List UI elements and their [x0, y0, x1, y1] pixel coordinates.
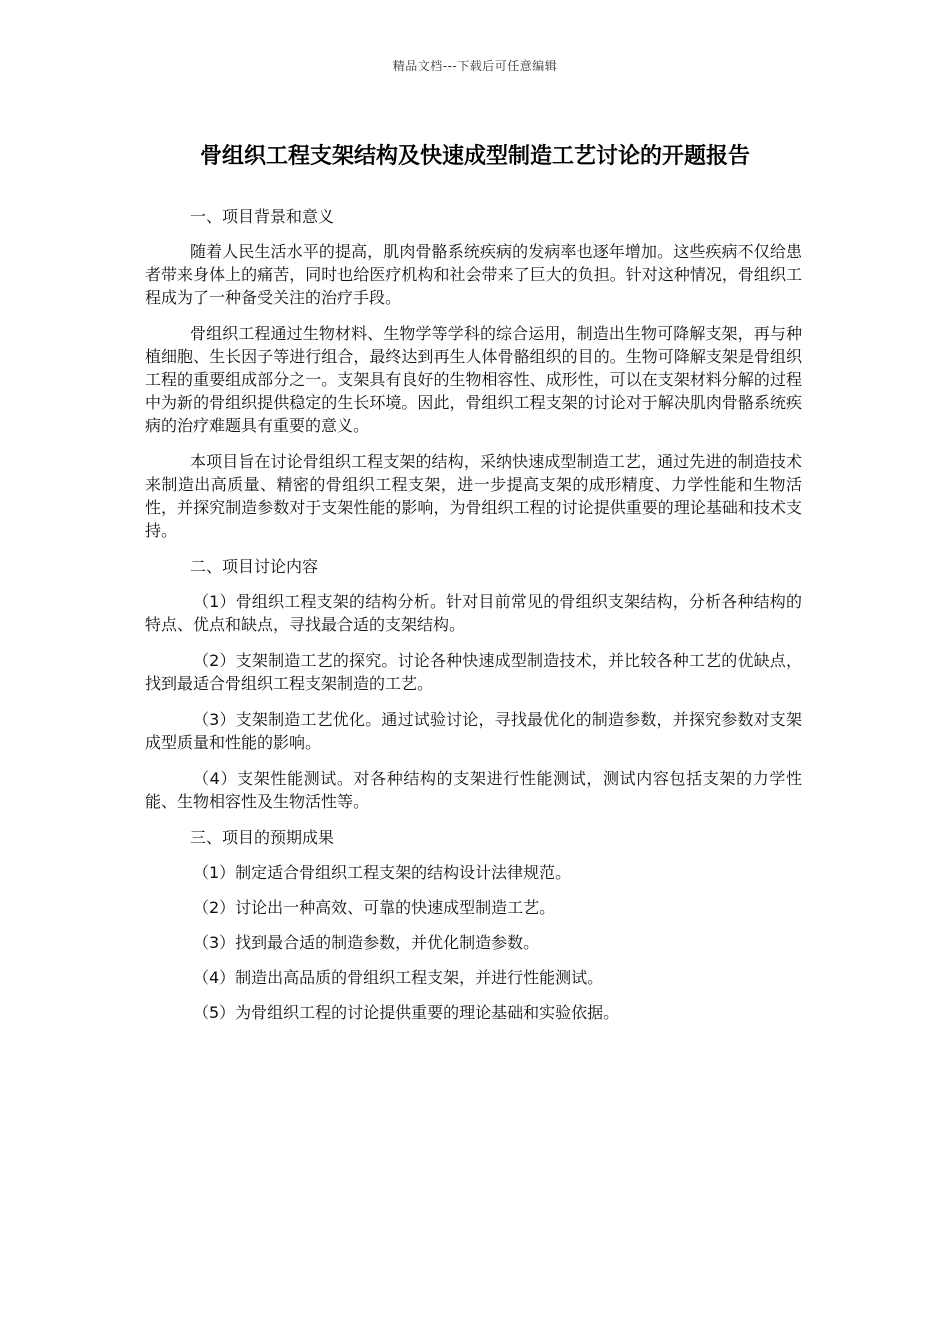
- result-item: （5）为骨组织工程的讨论提供重要的理论基础和实验依据。: [193, 1003, 620, 1022]
- paragraph: 本项目旨在讨论骨组织工程支架的结构，采纳快速成型制造工艺，通过先进的制造技术来制造出高质量、精密的骨组织工程支架，进一步提高支架的成形精度、力学性能和生物活性，并探究制造参数对于支架性能的影响，为骨组织工程的讨论提供重要的理论基础和技术支持。: [145, 452, 802, 540]
- document-title: 骨组织工程支架结构及快速成型制造工艺讨论的开题报告: [199, 144, 750, 169]
- result-item: （4）制造出高品质的骨组织工程支架，并进行性能测试。: [193, 968, 604, 987]
- result-item: （1）制定适合骨组织工程支架的结构设计法律规范。: [193, 863, 572, 882]
- result-item: （2）讨论出一种高效、可靠的快速成型制造工艺。: [193, 898, 556, 917]
- document-body: [145, 205, 802, 1036]
- paragraph: 骨组织工程通过生物材料、生物学等学科的综合运用，制造出生物可降解支架，再与种植细胞、生长因子等进行组合，最终达到再生人体骨骼组织的目的。生物可降解支架是骨组织工程的重要组成部分之一。支架具有良好的生物相容性、成形性，可以在支架材料分解的过程中为新的骨组织提供稳定的生长环境。因此，骨组织工程支架的讨论对于解决肌肉骨骼系统疾病的治疗难题具有重要的意义。: [145, 324, 802, 435]
- content-item: （2）支架制造工艺的探究。讨论各种快速成型制造技术，并比较各种工艺的优缺点，找到最适合骨组织工程支架制造的工艺。: [145, 651, 802, 693]
- paragraph: 随着人民生活水平的提高，肌肉骨骼系统疾病的发病率也逐年增加。这些疾病不仅给患者带来身体上的痛苦，同时也给医疗机构和社会带来了巨大的负担。针对这种情况，骨组织工程成为了一种备受关注的治疗手段。: [145, 242, 802, 307]
- section-heading-results: 三、项目的预期成果: [190, 828, 335, 847]
- content-item: （1）骨组织工程支架的结构分析。针对目前常见的骨组织支架结构，分析各种结构的特点、优点和缺点，寻找最合适的支架结构。: [145, 592, 802, 634]
- result-item: （3）找到最合适的制造参数，并优化制造参数。: [193, 933, 540, 952]
- section-heading-background: 一、项目背景和意义: [190, 207, 335, 226]
- header-watermark: 精品文档---下载后可任意编辑: [392, 59, 558, 73]
- content-item: （3）支架制造工艺优化。通过试验讨论，寻找最优化的制造参数，并探究参数对支架成型质量和性能的影响。: [145, 710, 802, 752]
- content-item: （4）支架性能测试。对各种结构的支架进行性能测试，测试内容包括支架的力学性能、生物相容性及生物活性等。: [145, 769, 802, 811]
- section-heading-content: 二、项目讨论内容: [190, 557, 319, 576]
